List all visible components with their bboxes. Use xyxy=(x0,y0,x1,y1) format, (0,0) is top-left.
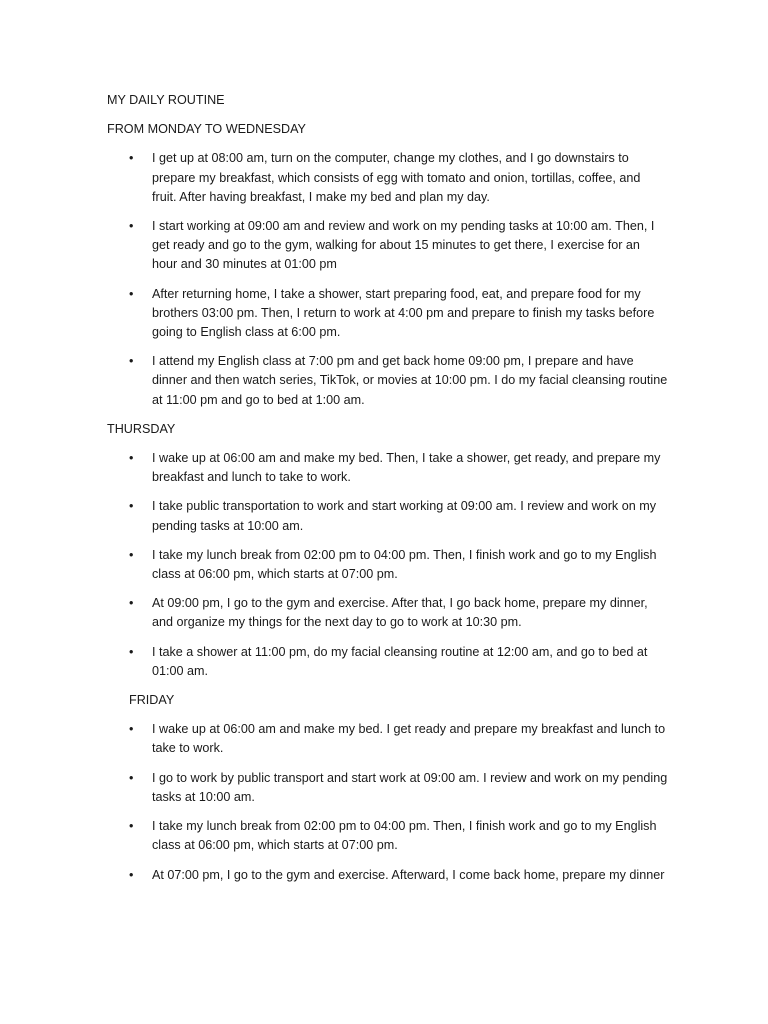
section-heading-monday-wednesday: FROM MONDAY TO WEDNESDAY xyxy=(107,122,306,137)
list-item xyxy=(107,449,668,487)
bullet-icon: • xyxy=(129,151,134,166)
bullet-icon: • xyxy=(129,596,134,611)
list-item-text: I go to work by public transport and start work at 09:00 am. I review and work on my pending tasks at 10:00 am. xyxy=(152,770,668,804)
list-item xyxy=(107,594,668,632)
list-item-text: I wake up at 06:00 am and make my bed. I get ready and prepare my breakfast and lunch to take to work. xyxy=(152,722,666,756)
bullet-icon: • xyxy=(129,354,134,369)
list-item-text: After returning home, I take a shower, start preparing food, eat, and prepare food for my brothers 03:00 pm. Then, I return to work at 4:00 pm and prepare to finish my tasks before going to English class at 6:00 pm. xyxy=(152,286,655,340)
bullet-icon: • xyxy=(129,451,134,466)
bullet-icon: • xyxy=(129,867,134,882)
list-item xyxy=(107,643,668,681)
bullet-icon: • xyxy=(129,286,134,301)
list-item xyxy=(107,817,668,855)
list-monday-wednesday xyxy=(107,149,668,409)
bullet-icon: • xyxy=(129,219,134,234)
list-item-text: I take my lunch break from 02:00 pm to 04:00 pm. Then, I finish work and go to my English class at 06:00 pm, which starts at 07:00 pm. xyxy=(152,547,657,582)
document-title: MY DAILY ROUTINE xyxy=(107,93,225,107)
bullet-icon: • xyxy=(129,770,134,785)
section-heading-thursday: THURSDAY xyxy=(107,421,176,436)
list-item xyxy=(107,866,668,885)
list-item xyxy=(107,217,668,275)
list-item xyxy=(107,352,668,410)
list-item-text: I start working at 09:00 am and review and work on my pending tasks at 10:00 am. Then, I get ready and go to the gym, walking for about 15 minutes to get there, I exercise for an hour and 30 minutes at 01:00 pm xyxy=(152,219,655,272)
list-item xyxy=(107,285,668,343)
list-item-text: I take public transportation to work and start working at 09:00 am. I review and work on my pending tasks at 10:00 am. xyxy=(152,499,656,533)
list-item-text: At 09:00 pm, I go to the gym and exercise. After that, I go back home, prepare my dinner, and organize my things for the next day to go to work at 10:30 pm. xyxy=(152,596,648,630)
list-friday xyxy=(107,720,668,884)
list-item xyxy=(107,720,668,758)
list-item xyxy=(107,497,668,535)
list-item-text: I attend my English class at 7:00 pm and get back home 09:00 pm, I prepare and have dinner and then watch series, TikTok, or movies at 10:00 pm. I do my facial cleansing routine at 11:00 pm and go to bed at 1:00 am. xyxy=(152,354,668,407)
list-item-text: At 07:00 pm, I go to the gym and exercise. Afterward, I come back home, prepare my dinner xyxy=(152,867,665,882)
list-item-text: I take a shower at 11:00 pm, do my facial cleansing routine at 12:00 am, and go to bed at 01:00 am. xyxy=(152,644,648,678)
bullet-icon: • xyxy=(129,547,134,562)
bullet-icon: • xyxy=(129,499,134,514)
list-item-text: I take my lunch break from 02:00 pm to 04:00 pm. Then, I finish work and go to my English class at 06:00 pm, which starts at 07:00 pm. xyxy=(152,819,657,853)
list-thursday xyxy=(107,449,668,681)
bullet-icon: • xyxy=(129,722,134,737)
bullet-icon: • xyxy=(129,819,134,834)
list-item xyxy=(107,546,668,584)
list-item xyxy=(107,149,668,207)
list-item-text: I get up at 08:00 am, turn on the computer, change my clothes, and I go downstairs to prepare my breakfast, which consists of egg with tomato and onion, tortillas, coffee, and fruit. After having breakfast, I make my bed and plan my day. xyxy=(152,151,641,204)
bullet-icon: • xyxy=(129,644,134,659)
section-heading-friday: FRIDAY xyxy=(129,693,175,708)
list-item-text: I wake up at 06:00 am and make my bed. Then, I take a shower, get ready, and prepare my breakfast and lunch to take to work. xyxy=(152,451,661,485)
list-item xyxy=(107,769,668,807)
